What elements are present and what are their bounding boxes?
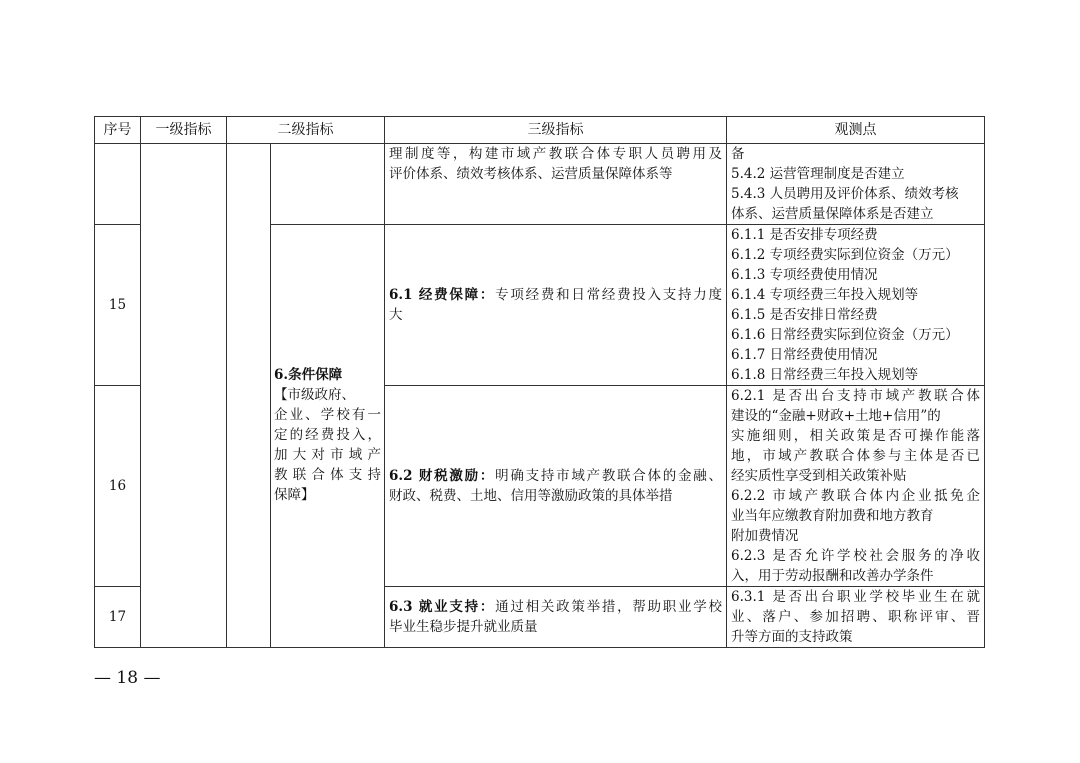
- header-seq: 序号: [95, 117, 141, 144]
- level3-text: 通过相关政策举措，帮助职业学校: [495, 599, 722, 615]
- obs-cell: [727, 225, 985, 386]
- obs-line: 6.1.8 日常经费三年投入规划等: [731, 367, 919, 383]
- obs-line: 6.1.2 专项经费实际到位资金（万元）: [731, 247, 959, 263]
- level3-text: 明确支持市域产教联合体的金融、: [495, 468, 722, 484]
- level2-title: 6.条件保障: [274, 367, 343, 383]
- obs-line: 建设的“金融+财政+土地+信用”的: [731, 408, 941, 424]
- level3-line: 理制度等，构建市域产教联合体专职人员聘用及: [389, 146, 722, 162]
- obs-line: 经实质性享受到相关政策补贴: [731, 468, 907, 484]
- obs-line: 升等方面的支持政策: [731, 629, 853, 645]
- obs-line: 备: [731, 146, 745, 162]
- obs-cell-prev: [727, 144, 985, 225]
- obs-line: 6.1.3 专项经费使用情况: [731, 267, 878, 283]
- header-level1: 一级指标: [141, 117, 227, 144]
- obs-line: 5.4.3 人员聘用及评价体系、绩效考核: [731, 186, 959, 202]
- seq-cell: 15: [95, 225, 141, 386]
- indicator-table: [94, 116, 985, 648]
- seq-cell: 16: [95, 386, 141, 587]
- level3-line: 评价体系、绩效考核体系、运营质量保障体系等: [389, 166, 673, 182]
- page-number: — 18 —: [94, 668, 161, 688]
- level2-cell-prev: [271, 144, 385, 225]
- level3-cell: [385, 386, 727, 587]
- level3-line: 大: [389, 307, 403, 323]
- obs-line: 6.1.4 专项经费三年投入规划等: [731, 287, 919, 303]
- obs-line: 6.1.7 日常经费使用情况: [731, 347, 878, 363]
- level2-line: 教联合体支持: [274, 467, 381, 483]
- table-row-continuation: [95, 144, 985, 225]
- level1-cell: [141, 144, 227, 648]
- obs-line: 附加费情况: [731, 528, 799, 544]
- level2-spacer-cell: [227, 144, 271, 648]
- header-level2: 二级指标: [227, 117, 385, 144]
- obs-line: 6.2.1 是否出台支持市域产教联合体: [731, 388, 980, 404]
- level2-line: 加大对市域产: [274, 447, 381, 463]
- level3-head: 6.3 就业支持：: [389, 599, 496, 615]
- obs-line: 业当年应缴教育附加费和地方教育: [731, 508, 934, 524]
- level3-line: 毕业生稳步提升就业质量: [389, 619, 538, 635]
- level3-cell: [385, 587, 727, 648]
- obs-line: 6.2.2 市域产教联合体内企业抵免企: [731, 488, 980, 504]
- obs-line: 6.2.3 是否允许学校社会服务的净收: [731, 548, 980, 564]
- level2-line: 【市级政府、: [274, 387, 355, 403]
- level3-text: 专项经费和日常经费投入支持力度: [495, 287, 722, 303]
- obs-line: 体系、运营质量保障体系是否建立: [731, 206, 934, 222]
- level2-line: 定的经费投入，: [274, 427, 381, 443]
- level3-line: 财政、税费、土地、信用等激励政策的具体举措: [389, 488, 673, 504]
- obs-line: 5.4.2 运营管理制度是否建立: [731, 166, 905, 182]
- level3-cell: [385, 225, 727, 386]
- seq-cell: 17: [95, 587, 141, 648]
- header-level3: 三级指标: [385, 117, 727, 144]
- obs-line: 入，用于劳动报酬和改善办学条件: [731, 568, 934, 584]
- obs-line: 6.1.5 是否安排日常经费: [731, 307, 878, 323]
- obs-line: 6.1.6 日常经费实际到位资金（万元）: [731, 327, 959, 343]
- obs-line: 6.1.1 是否安排专项经费: [731, 227, 878, 243]
- obs-line: 业、落户、参加招聘、职称评审、晋: [731, 609, 980, 625]
- level2-line: 企业、学校有一: [274, 407, 381, 423]
- level3-cell-prev: [385, 144, 727, 225]
- obs-cell: [727, 386, 985, 587]
- obs-line: 实施细则，相关政策是否可操作能落: [731, 428, 980, 444]
- obs-cell: [727, 587, 985, 648]
- obs-line: 地，市域产教联合体参与主体是否已: [731, 448, 980, 464]
- seq-cell-empty: [95, 144, 141, 225]
- obs-line: 6.3.1 是否出台职业学校毕业生在就: [731, 589, 980, 605]
- level2-cell: [271, 225, 385, 648]
- level2-line: 保障】: [274, 487, 315, 503]
- level3-head: 6.1 经费保障：: [389, 287, 496, 303]
- level3-head: 6.2 财税激励：: [389, 468, 496, 484]
- header-observation: 观测点: [727, 117, 985, 144]
- table-header-row: [95, 117, 985, 144]
